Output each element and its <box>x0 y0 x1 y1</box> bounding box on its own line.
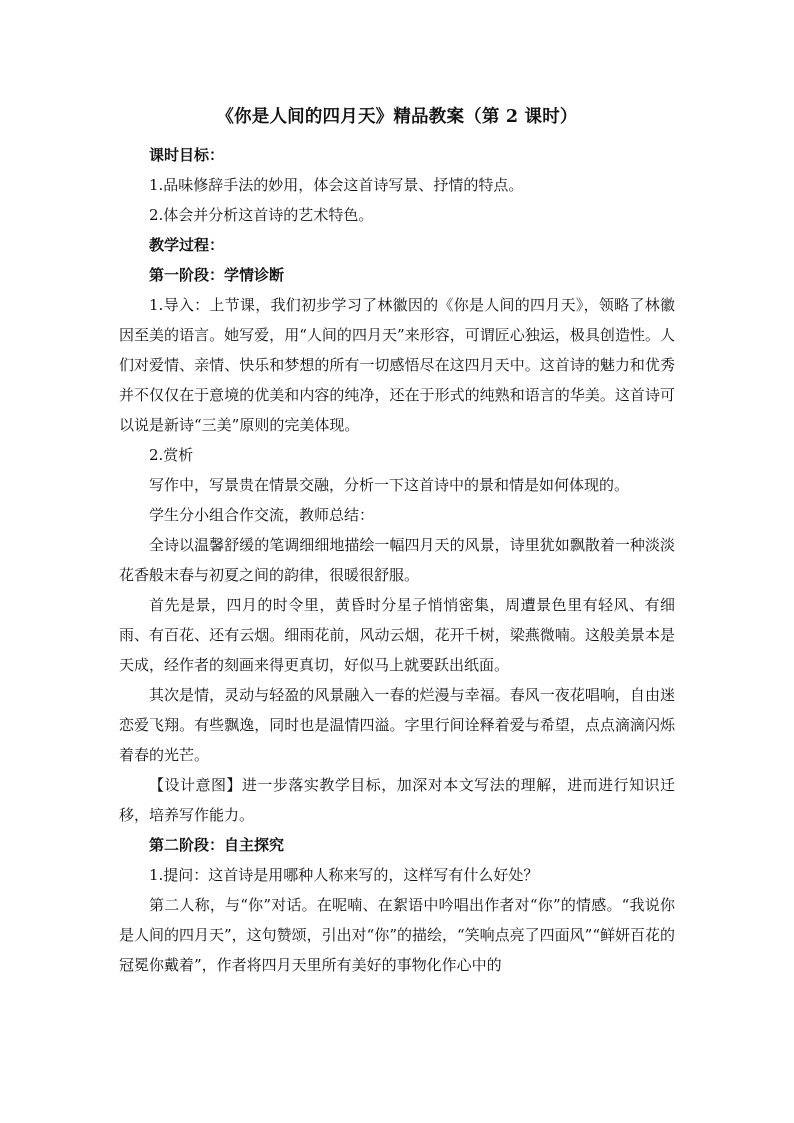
body-paragraph: 1.提问：这首诗是用哪种人称来写的，这样写有什么好处？ <box>149 866 539 884</box>
body-paragraph: 2.体会并分析这首诗的艺术特色。 <box>149 206 374 224</box>
body-paragraph: 1.导入：上节课，我们初步学习了林徽因的《你是人间的四月天》，领略了林徽因至美的语言。她写爱，用“人间的四月天”来形容，可谓匠心独运，极具创造性。人们对爱情、亲情、快乐和梦想的所有一切感悟尽在这四月天中。这首诗的魅力和优秀并不仅仅在于意境的优美和内容的纯净，还在于形式的纯熟和语言的华美。这首诗可以说是新诗“三美”原则的完美体现。 <box>119 296 675 434</box>
body-paragraph: 写作中，写景贵在情景交融，分析一下这首诗中的景和情是如何体现的。 <box>149 476 630 494</box>
section-heading: 第二阶段：自主探究 <box>149 836 285 854</box>
document-body <box>119 140 675 980</box>
section-heading: 教学过程： <box>149 236 225 254</box>
section-heading: 课时目标： <box>149 146 225 164</box>
body-paragraph: 【设计意图】进一步落实教学目标，加深对本文写法的理解，进而进行知识迁移，培养写作能力。 <box>119 776 675 824</box>
section-heading: 第一阶段：学情诊断 <box>149 266 285 284</box>
body-paragraph: 首先是景，四月的时令里，黄昏时分星子悄悄密集，周遭景色里有轻风、有细雨、有百花、还有云烟。细雨花前，风动云烟，花开千树，梁燕微喃。这般美景本是天成，经作者的刻画来得更真切，好似马上就要跃出纸面。 <box>119 596 675 674</box>
body-paragraph: 2.赏析 <box>149 446 194 464</box>
body-paragraph: 第二人称，与“你”对话。在呢喃、在絮语中吟唱出作者对“你”的情感。“我说你是人间的四月天”，这句赞颂，引出对“你”的描绘，“笑响点亮了四面风”“鲜妍百花的冠冕你戴着”，作者将四月天里所有美好的事物化作心中的 <box>119 896 676 974</box>
body-paragraph: 1.品味修辞手法的妙用，体会这首诗写景、抒情的特点。 <box>149 176 524 194</box>
body-paragraph: 其次是情，灵动与轻盈的风景融入一春的烂漫与幸福。春风一夜花唱响，自由迷恋爱飞翔。有些飘逸，同时也是温情四溢。字里行间诠释着爱与希望，点点滴滴闪烁着春的光芒。 <box>119 686 675 764</box>
body-paragraph: 全诗以温馨舒缓的笔调细细地描绘一幅四月天的风景，诗里犹如飘散着一种淡淡花香般末春与初夏之间的韵律，很暖很舒服。 <box>119 536 675 584</box>
body-paragraph: 学生分小组合作交流，教师总结： <box>149 506 375 524</box>
document-title: 《你是人间的四月天》精品教案（第 2 课时） <box>216 107 578 127</box>
